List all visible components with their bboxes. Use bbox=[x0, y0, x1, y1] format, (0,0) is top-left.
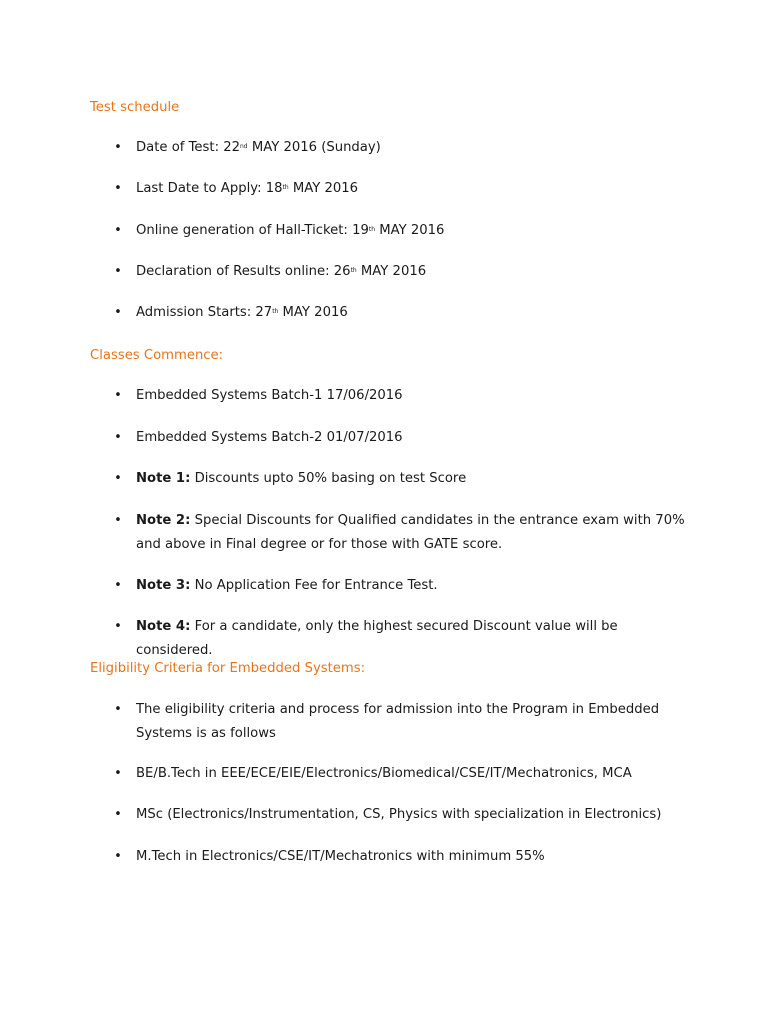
bullet-icon: • bbox=[114, 305, 122, 320]
bullet-icon: • bbox=[114, 849, 122, 864]
list-item-date-of-test: • Date of Test: 22nd MAY 2016 (Sunday) bbox=[136, 136, 696, 160]
list-item-hall-ticket: • Online generation of Hall-Ticket: 19th MAY 2016 bbox=[136, 219, 696, 243]
list-item-results: • Declaration of Results online: 26th MAY 2016 bbox=[136, 260, 696, 284]
list-item-eligibility-intro: • The eligibility criteria and process for admission into the Program in Embedded Systems is as follows bbox=[136, 698, 696, 746]
list-item-batch-1: • Embedded Systems Batch-1 17/06/2016 bbox=[136, 384, 696, 408]
heading-classes-commence: Classes Commence: bbox=[90, 348, 224, 363]
bullet-icon: • bbox=[114, 702, 122, 717]
list-item-last-date: • Last Date to Apply: 18th MAY 2016 bbox=[136, 177, 696, 201]
bullet-icon: • bbox=[114, 181, 122, 196]
bullet-icon: • bbox=[114, 430, 122, 445]
list-item-eligibility-be: • BE/B.Tech in EEE/ECE/EIE/Electronics/Biomedical/CSE/IT/Mechatronics, MCA bbox=[136, 762, 696, 786]
list-item-note-3: • Note 3: No Application Fee for Entrance Test. bbox=[136, 574, 696, 598]
bullet-icon: • bbox=[114, 513, 122, 528]
list-item-eligibility-mtech: • M.Tech in Electronics/CSE/IT/Mechatronics with minimum 55% bbox=[136, 845, 696, 869]
heading-eligibility: Eligibility Criteria for Embedded Systems: bbox=[90, 661, 366, 676]
list-item-admission: • Admission Starts: 27th MAY 2016 bbox=[136, 301, 696, 325]
list-item-eligibility-msc: • MSc (Electronics/Instrumentation, CS, Physics with specialization in Electronics) bbox=[136, 803, 696, 827]
bullet-icon: • bbox=[114, 471, 122, 486]
bullet-icon: • bbox=[114, 619, 122, 634]
list-item-note-1: • Note 1: Discounts upto 50% basing on test Score bbox=[136, 467, 696, 491]
bullet-icon: • bbox=[114, 140, 122, 155]
bullet-icon: • bbox=[114, 766, 122, 781]
bullet-icon: • bbox=[114, 578, 122, 593]
list-item-note-4: • Note 4: For a candidate, only the highest secured Discount value will be considered. bbox=[136, 615, 696, 663]
bullet-icon: • bbox=[114, 264, 122, 279]
bullet-icon: • bbox=[114, 807, 122, 822]
bullet-icon: • bbox=[114, 223, 122, 238]
list-item-note-2: • Note 2: Special Discounts for Qualified candidates in the entrance exam with 70% and above in Final degree or for those with GATE score. bbox=[136, 509, 696, 557]
heading-test-schedule: Test schedule bbox=[90, 100, 180, 115]
list-item-batch-2: • Embedded Systems Batch-2 01/07/2016 bbox=[136, 426, 696, 450]
bullet-icon: • bbox=[114, 388, 122, 403]
